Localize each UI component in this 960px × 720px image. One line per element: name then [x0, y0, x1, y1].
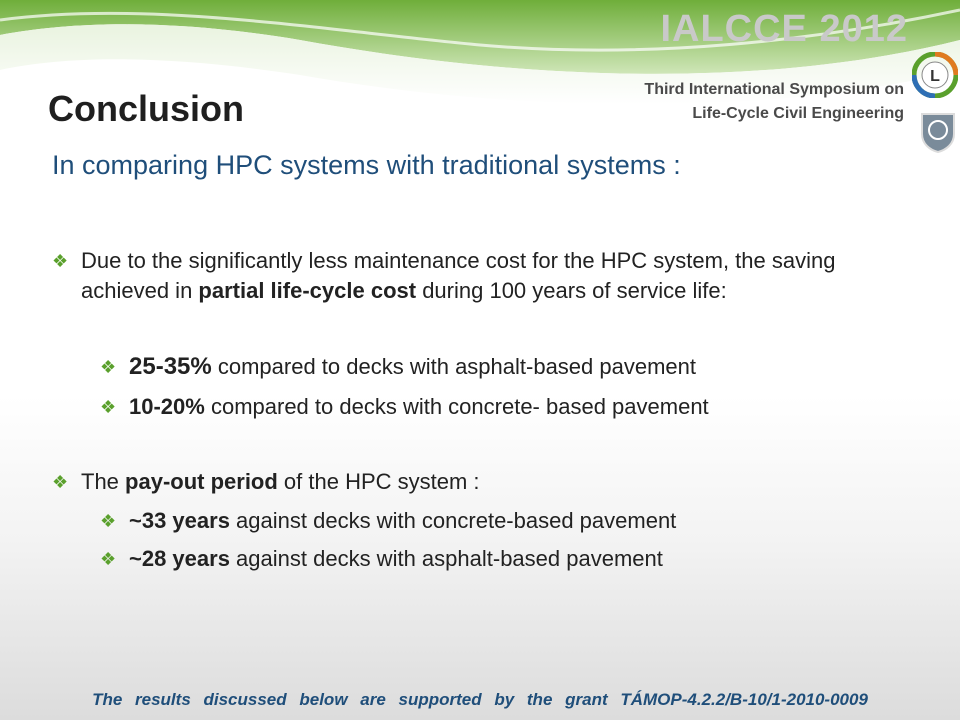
- symposium-caption: [644, 78, 904, 126]
- diamond-bullet-icon: ❖: [100, 357, 117, 377]
- lcce-logo-icon: [912, 52, 958, 98]
- sub-bullet-concrete-saving: [100, 392, 920, 422]
- bullet-text: The pay-out period of the HPC system :: [81, 469, 480, 494]
- diamond-bullet-icon: ❖: [100, 549, 117, 569]
- sub-bullet-asphalt-payout: [100, 544, 920, 574]
- bullet-payout-period: [52, 467, 922, 497]
- boku-logo-icon: [918, 110, 958, 154]
- diamond-bullet-icon: ❖: [100, 397, 117, 417]
- sub-bullet-text: ~33 years against decks with concrete-based pavement: [129, 508, 677, 533]
- slide-title: Conclusion: [48, 88, 244, 129]
- symposium-line-2: Life-Cycle Civil Engineering: [692, 105, 904, 122]
- diamond-bullet-icon: ❖: [52, 251, 69, 271]
- svg-text:L: L: [930, 68, 940, 85]
- bullet-text: Due to the significantly less maintenance cost for the HPC system, the saving achieved in partial life-cycle cost during 100 years of service life:: [81, 248, 836, 303]
- sub-bullet-concrete-payout: [100, 506, 920, 536]
- diamond-bullet-icon: ❖: [100, 511, 117, 531]
- grant-footer: The results discussed below are supported by the grant TÁMOP-4.2.2/B-10/1-2010-0009: [92, 690, 868, 709]
- bullet-maintenance-saving: [52, 246, 922, 306]
- event-title: IALCCE 2012: [660, 8, 908, 50]
- sub-bullet-text: 25-35% compared to decks with asphalt-based pavement: [129, 353, 697, 380]
- diamond-bullet-icon: ❖: [52, 472, 69, 492]
- symposium-line-1: Third International Symposium on: [644, 81, 904, 98]
- sub-bullet-text: 10-20% compared to decks with concrete- based pavement: [129, 394, 709, 419]
- intro-heading: In comparing HPC systems with traditional systems :: [52, 150, 681, 180]
- sub-bullet-asphalt-saving: [100, 352, 920, 382]
- sub-bullet-text: ~28 years against decks with asphalt-based pavement: [129, 546, 663, 571]
